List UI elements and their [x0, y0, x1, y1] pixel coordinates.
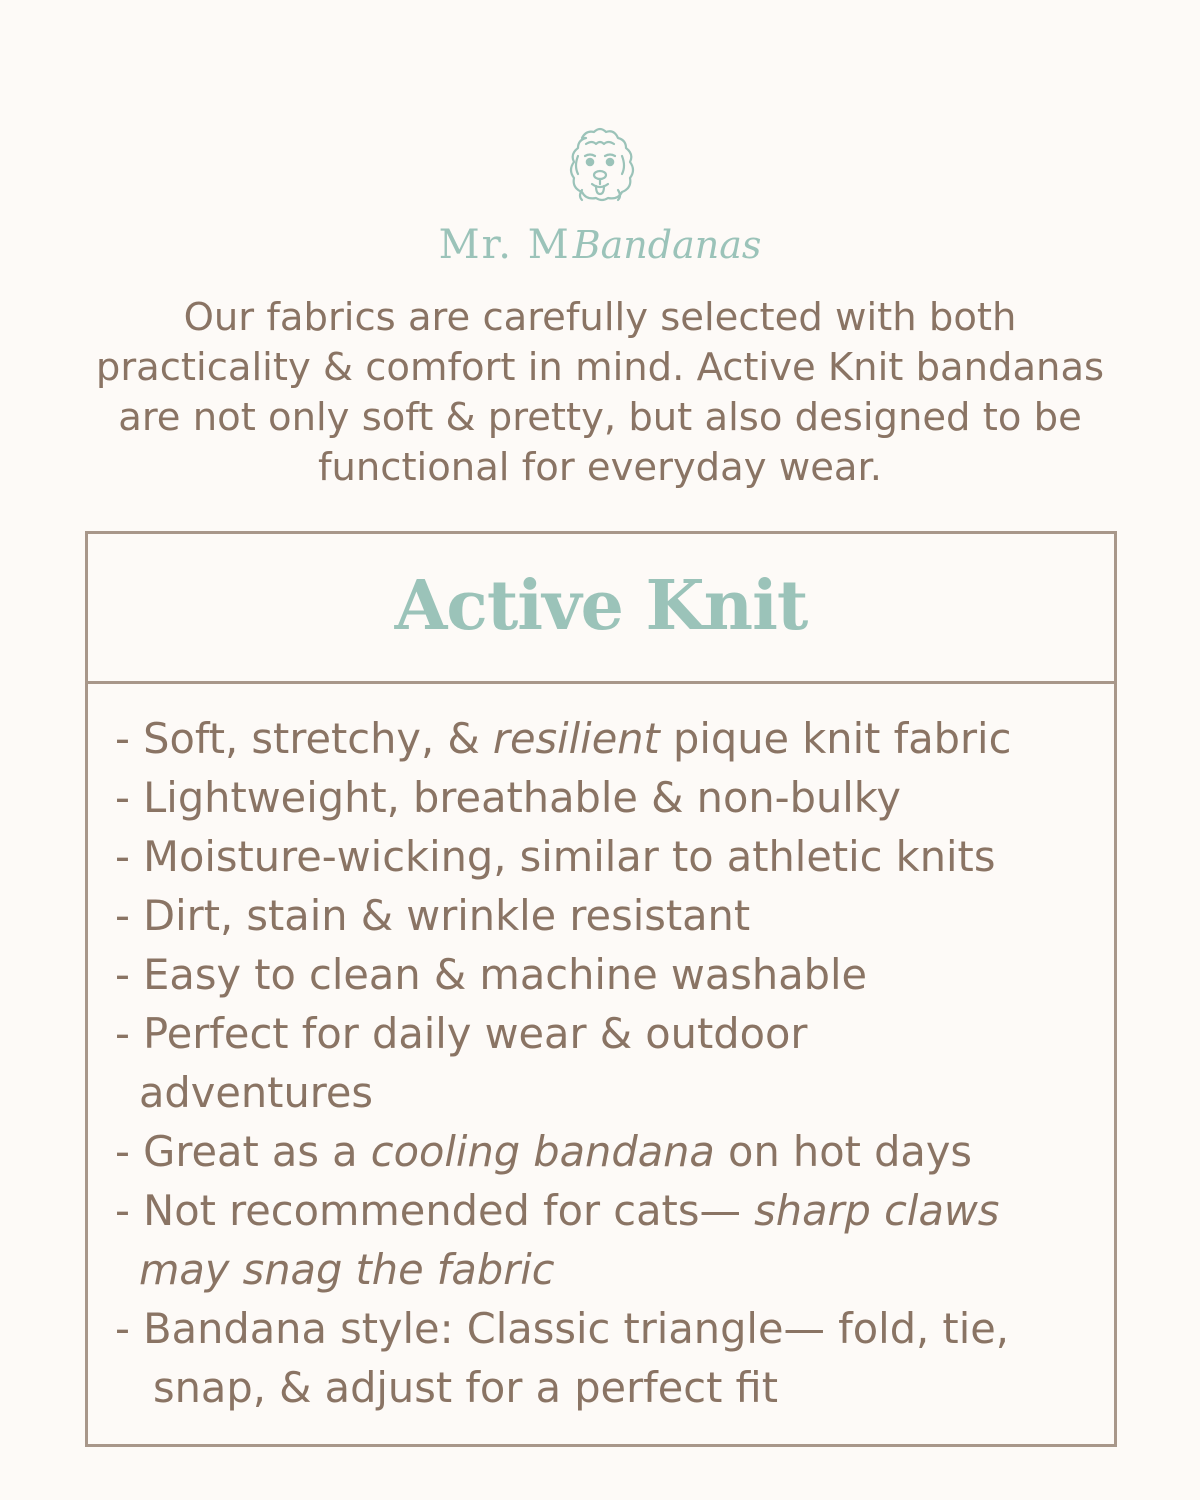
- fabric-card: [85, 531, 1117, 1447]
- feature-list: [115, 709, 1105, 1417]
- card-header: [88, 534, 1114, 684]
- feature-item: - Moisture-wicking, similar to athletic knits: [115, 832, 996, 881]
- brand-wordmark: [0, 222, 1200, 268]
- feature-item: - Perfect for daily wear & outdoor adventures: [115, 1009, 808, 1117]
- card-title: Active Knit: [394, 566, 808, 646]
- brand-name-script: Bandanas: [572, 223, 762, 267]
- dog-face-icon: [552, 118, 648, 214]
- brand-logo: [0, 118, 1200, 214]
- feature-item: - Lightweight, breathable & non-bulky: [115, 773, 901, 822]
- brand-name-serif: Mr. M: [438, 222, 571, 268]
- feature-item: - Great as a cooling bandana on hot days: [115, 1127, 973, 1176]
- intro-paragraph: Our fabrics are carefully selected with both practicality & comfort in mind. Active Knit bandanas are not only soft & pretty, but also designed to be functional for everyday wear.: [95, 295, 1105, 490]
- feature-item: - Bandana style: Classic triangle— fold, tie, snap, & adjust for a perfect fit: [115, 1304, 1009, 1412]
- feature-item: - Soft, stretchy, & resilient pique knit fabric: [115, 714, 1012, 763]
- feature-item: - Not recommended for cats— sharp claws may snag the fabric: [115, 1186, 1000, 1294]
- feature-item: - Easy to clean & machine washable: [115, 950, 868, 999]
- feature-item: - Dirt, stain & wrinkle resistant: [115, 891, 751, 940]
